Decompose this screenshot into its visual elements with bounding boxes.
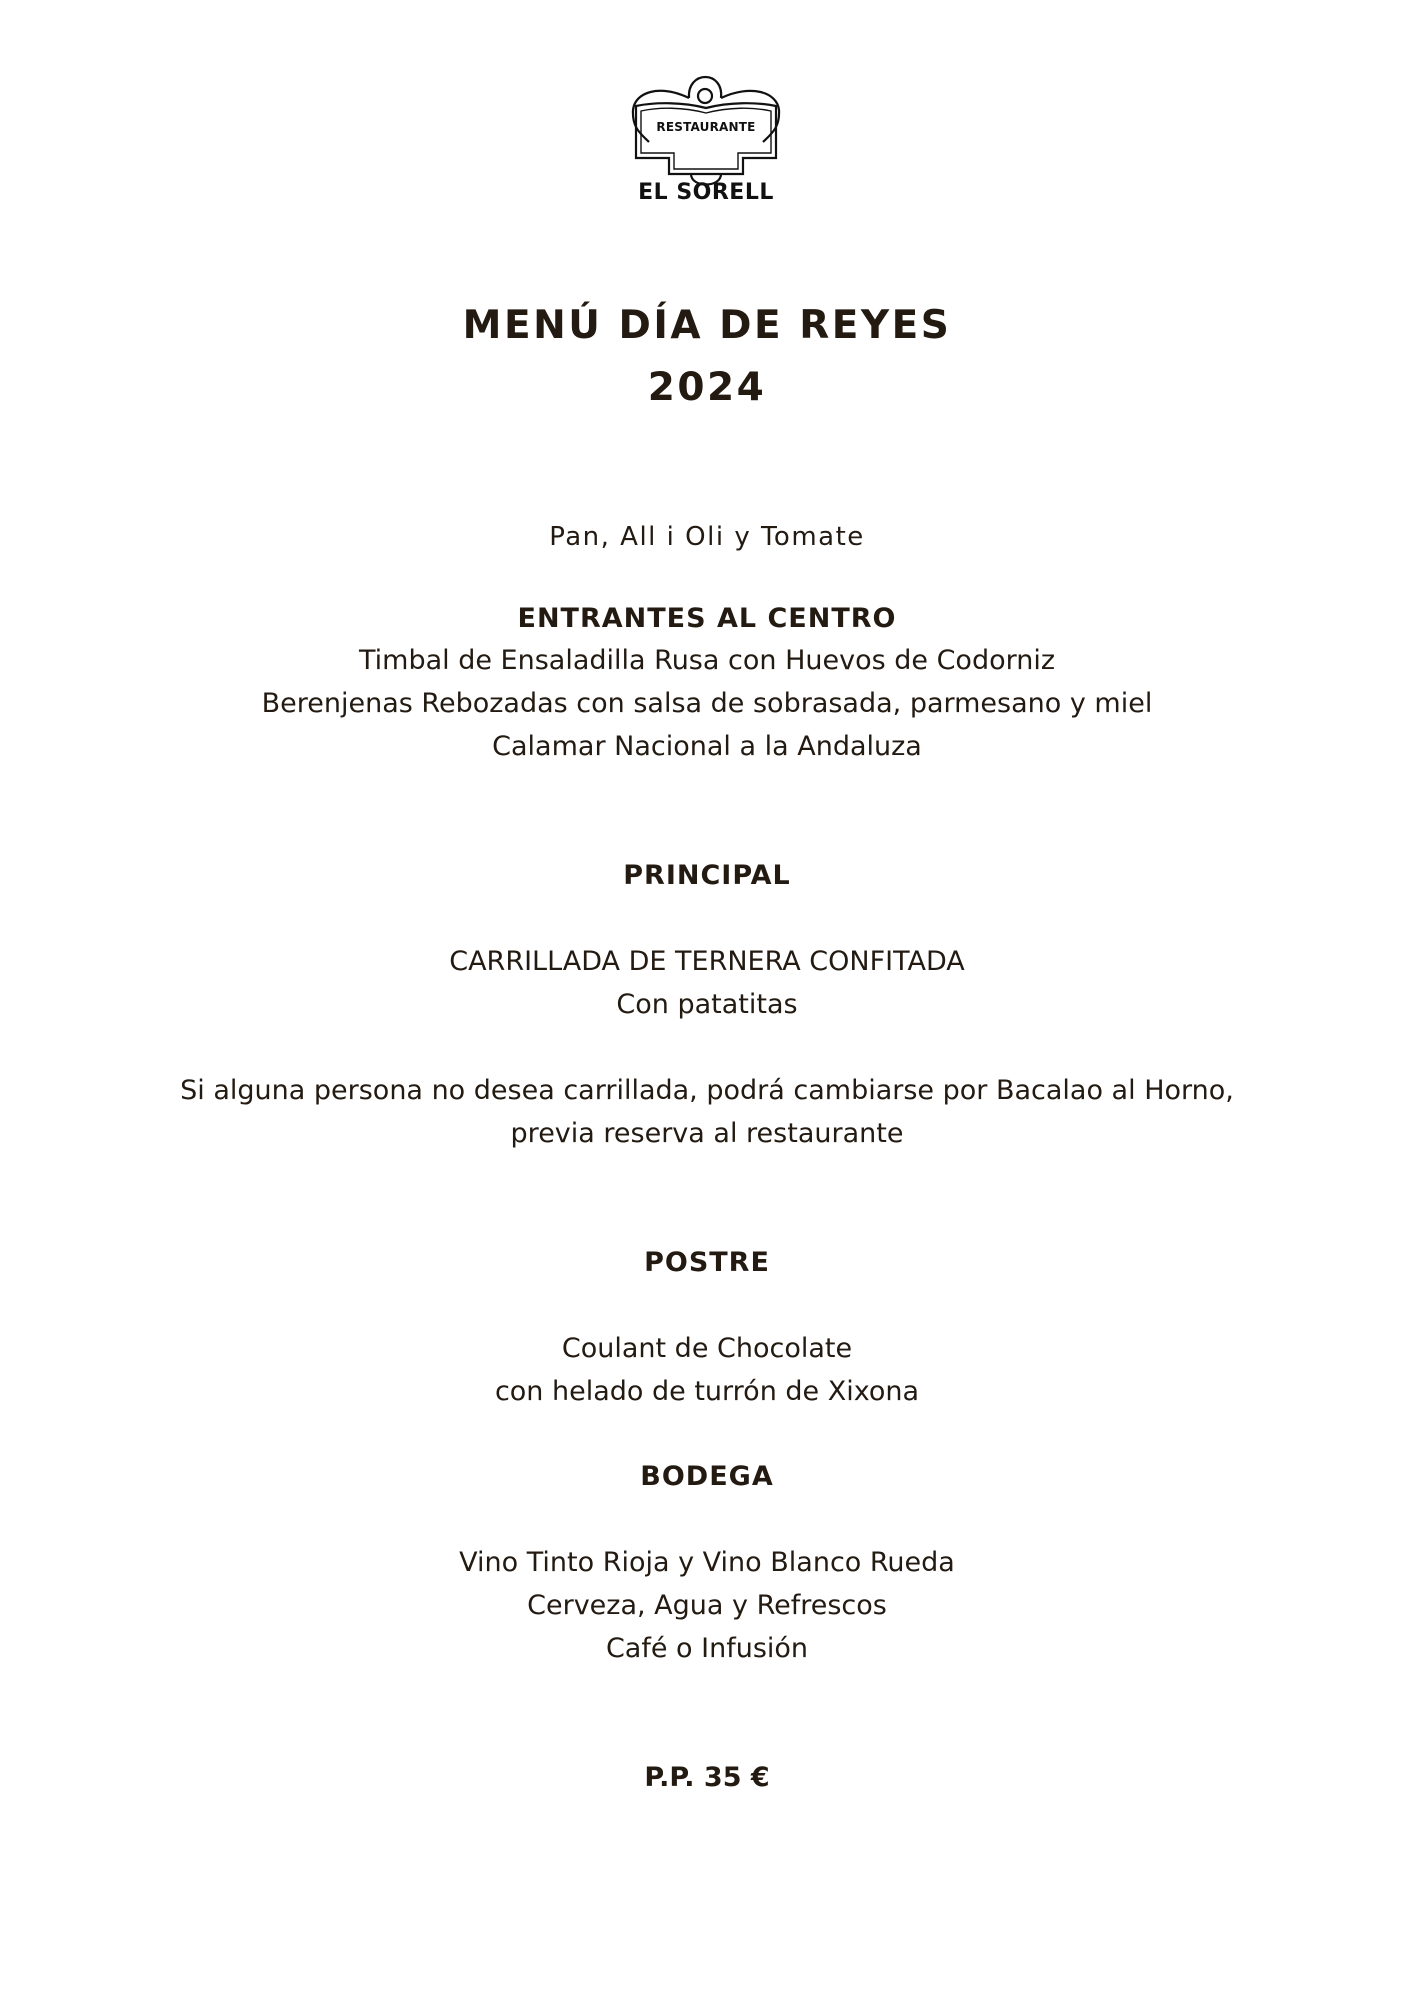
entrante-item: Berenjenas Rebozadas con salsa de sobrasada, parmesano y miel (261, 688, 1153, 719)
principal-note: Si alguna persona no desea carrillada, podrá cambiarse por Bacalao al Horno, (180, 1075, 1234, 1106)
section-heading-postre: POSTRE (644, 1247, 770, 1278)
bodega-item: Vino Tinto Rioja y Vino Blanco Rueda (459, 1547, 955, 1578)
principal-note: previa reserva al restaurante (510, 1118, 904, 1149)
logo-name: EL SORELL (638, 180, 774, 205)
section-heading-entrantes: ENTRANTES AL CENTRO (517, 603, 897, 634)
principal-item: CARRILLADA DE TERNERA CONFITADA (449, 946, 965, 977)
postre-item: Coulant de Chocolate (561, 1333, 853, 1364)
principal-item: Con patatitas (616, 989, 798, 1020)
bodega-item: Cerveza, Agua y Refrescos (527, 1590, 887, 1621)
logo-top-text: RESTAURANTE (656, 120, 756, 134)
menu-title: MENÚ DÍA DE REYES (462, 303, 952, 348)
entrante-item: Timbal de Ensaladilla Rusa con Huevos de Codorniz (358, 645, 1056, 676)
price-per-person: P.P. 35 € (644, 1762, 770, 1793)
restaurant-logo (629, 62, 783, 212)
postre-item: con helado de turrón de Xixona (494, 1376, 920, 1407)
bread-line: Pan, All i Oli y Tomate (549, 522, 865, 552)
section-heading-principal: PRINCIPAL (623, 860, 791, 891)
menu-year: 2024 (647, 365, 767, 410)
bodega-item: Café o Infusión (605, 1633, 809, 1664)
section-heading-bodega: BODEGA (640, 1461, 774, 1492)
entrante-item: Calamar Nacional a la Andaluza (492, 731, 922, 762)
